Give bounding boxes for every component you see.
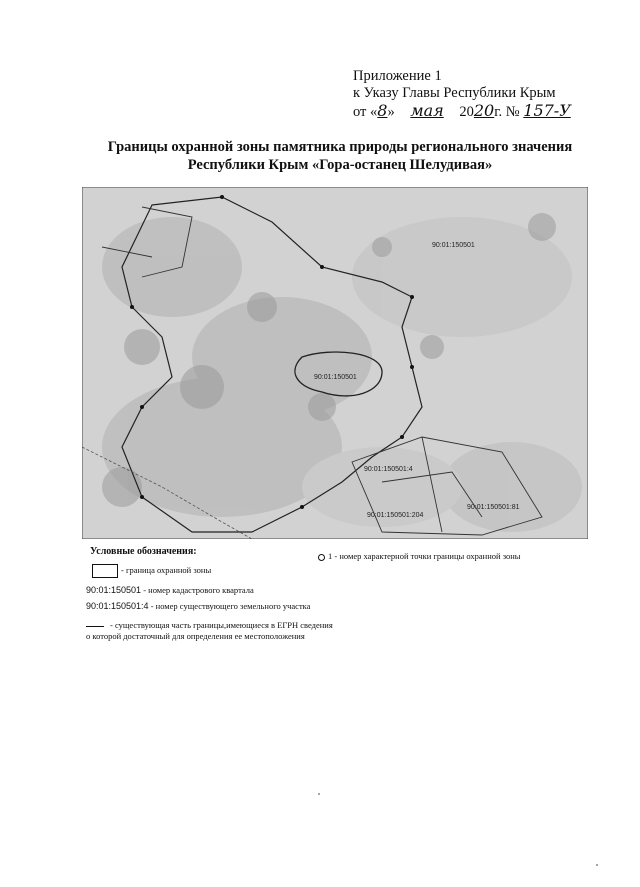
date-year-suffix: 20 xyxy=(473,101,495,120)
map-label-parcel-b: 90:01:150501:204 xyxy=(367,512,424,519)
appendix-line2: к Указу Главы Республики Крым xyxy=(353,85,556,101)
legend-heading: Условные обозначения: xyxy=(90,546,197,557)
boundary-map xyxy=(82,187,588,539)
appendix-line1: Приложение 1 xyxy=(353,68,442,84)
legend-existing-line1: - существующая часть границы,имеющиеся в ЕГРН сведения xyxy=(110,620,333,630)
existing-line-icon xyxy=(86,626,104,627)
date-month: мая xyxy=(410,101,444,120)
point-marker-icon xyxy=(318,554,325,561)
title-line1: Границы охранной зоны памятника природы регионального значения xyxy=(107,139,573,155)
legend-point-text: - номер характерной точки границы охранной зоны xyxy=(334,551,521,561)
map-label-quarter: 90:01:150501 xyxy=(314,374,357,381)
appendix-date-line xyxy=(353,102,571,121)
boundary-swatch-icon xyxy=(92,564,118,578)
legend-parcel-text: - номер существующего земельного участка xyxy=(150,601,311,611)
map-label-quarter-ne: 90:01:150501 xyxy=(432,242,475,249)
map-label-parcel-c: 90:01:150501:81 xyxy=(467,504,520,511)
legend-existing-item xyxy=(86,620,333,630)
legend-existing-item-cont xyxy=(86,631,305,641)
legend-quarter-item xyxy=(86,585,254,595)
legend-quarter-text: - номер кадастрового квартала xyxy=(143,585,254,595)
scan-speck xyxy=(596,864,598,866)
legend-parcel-code: 90:01:150501:4 xyxy=(86,601,149,611)
legend-existing-line2: о которой достаточный для определения ее местоположения xyxy=(86,631,305,641)
doc-number: 157-У xyxy=(523,101,571,120)
scan-speck xyxy=(318,793,320,795)
date-day: 8 xyxy=(377,101,388,120)
map-label-parcel-a: 90:01:150501:4 xyxy=(364,466,413,473)
appendix-block xyxy=(353,68,571,121)
legend-boundary-item xyxy=(92,564,211,578)
document-title xyxy=(60,138,620,174)
legend-boundary-text: - граница охранной зоны xyxy=(121,564,212,575)
legend-point-item xyxy=(318,551,521,561)
date-mid: » xyxy=(387,104,395,120)
legend-quarter-code: 90:01:150501 xyxy=(86,585,142,595)
title-line2: Республики Крым «Гора-останец Шелудивая» xyxy=(187,157,493,173)
date-year-prefix: 20 xyxy=(459,104,474,120)
legend-parcel-item xyxy=(86,601,310,611)
date-prefix: от « xyxy=(353,104,378,120)
date-year-end: г. № xyxy=(494,104,520,120)
legend-point-number: 1 xyxy=(328,551,333,561)
